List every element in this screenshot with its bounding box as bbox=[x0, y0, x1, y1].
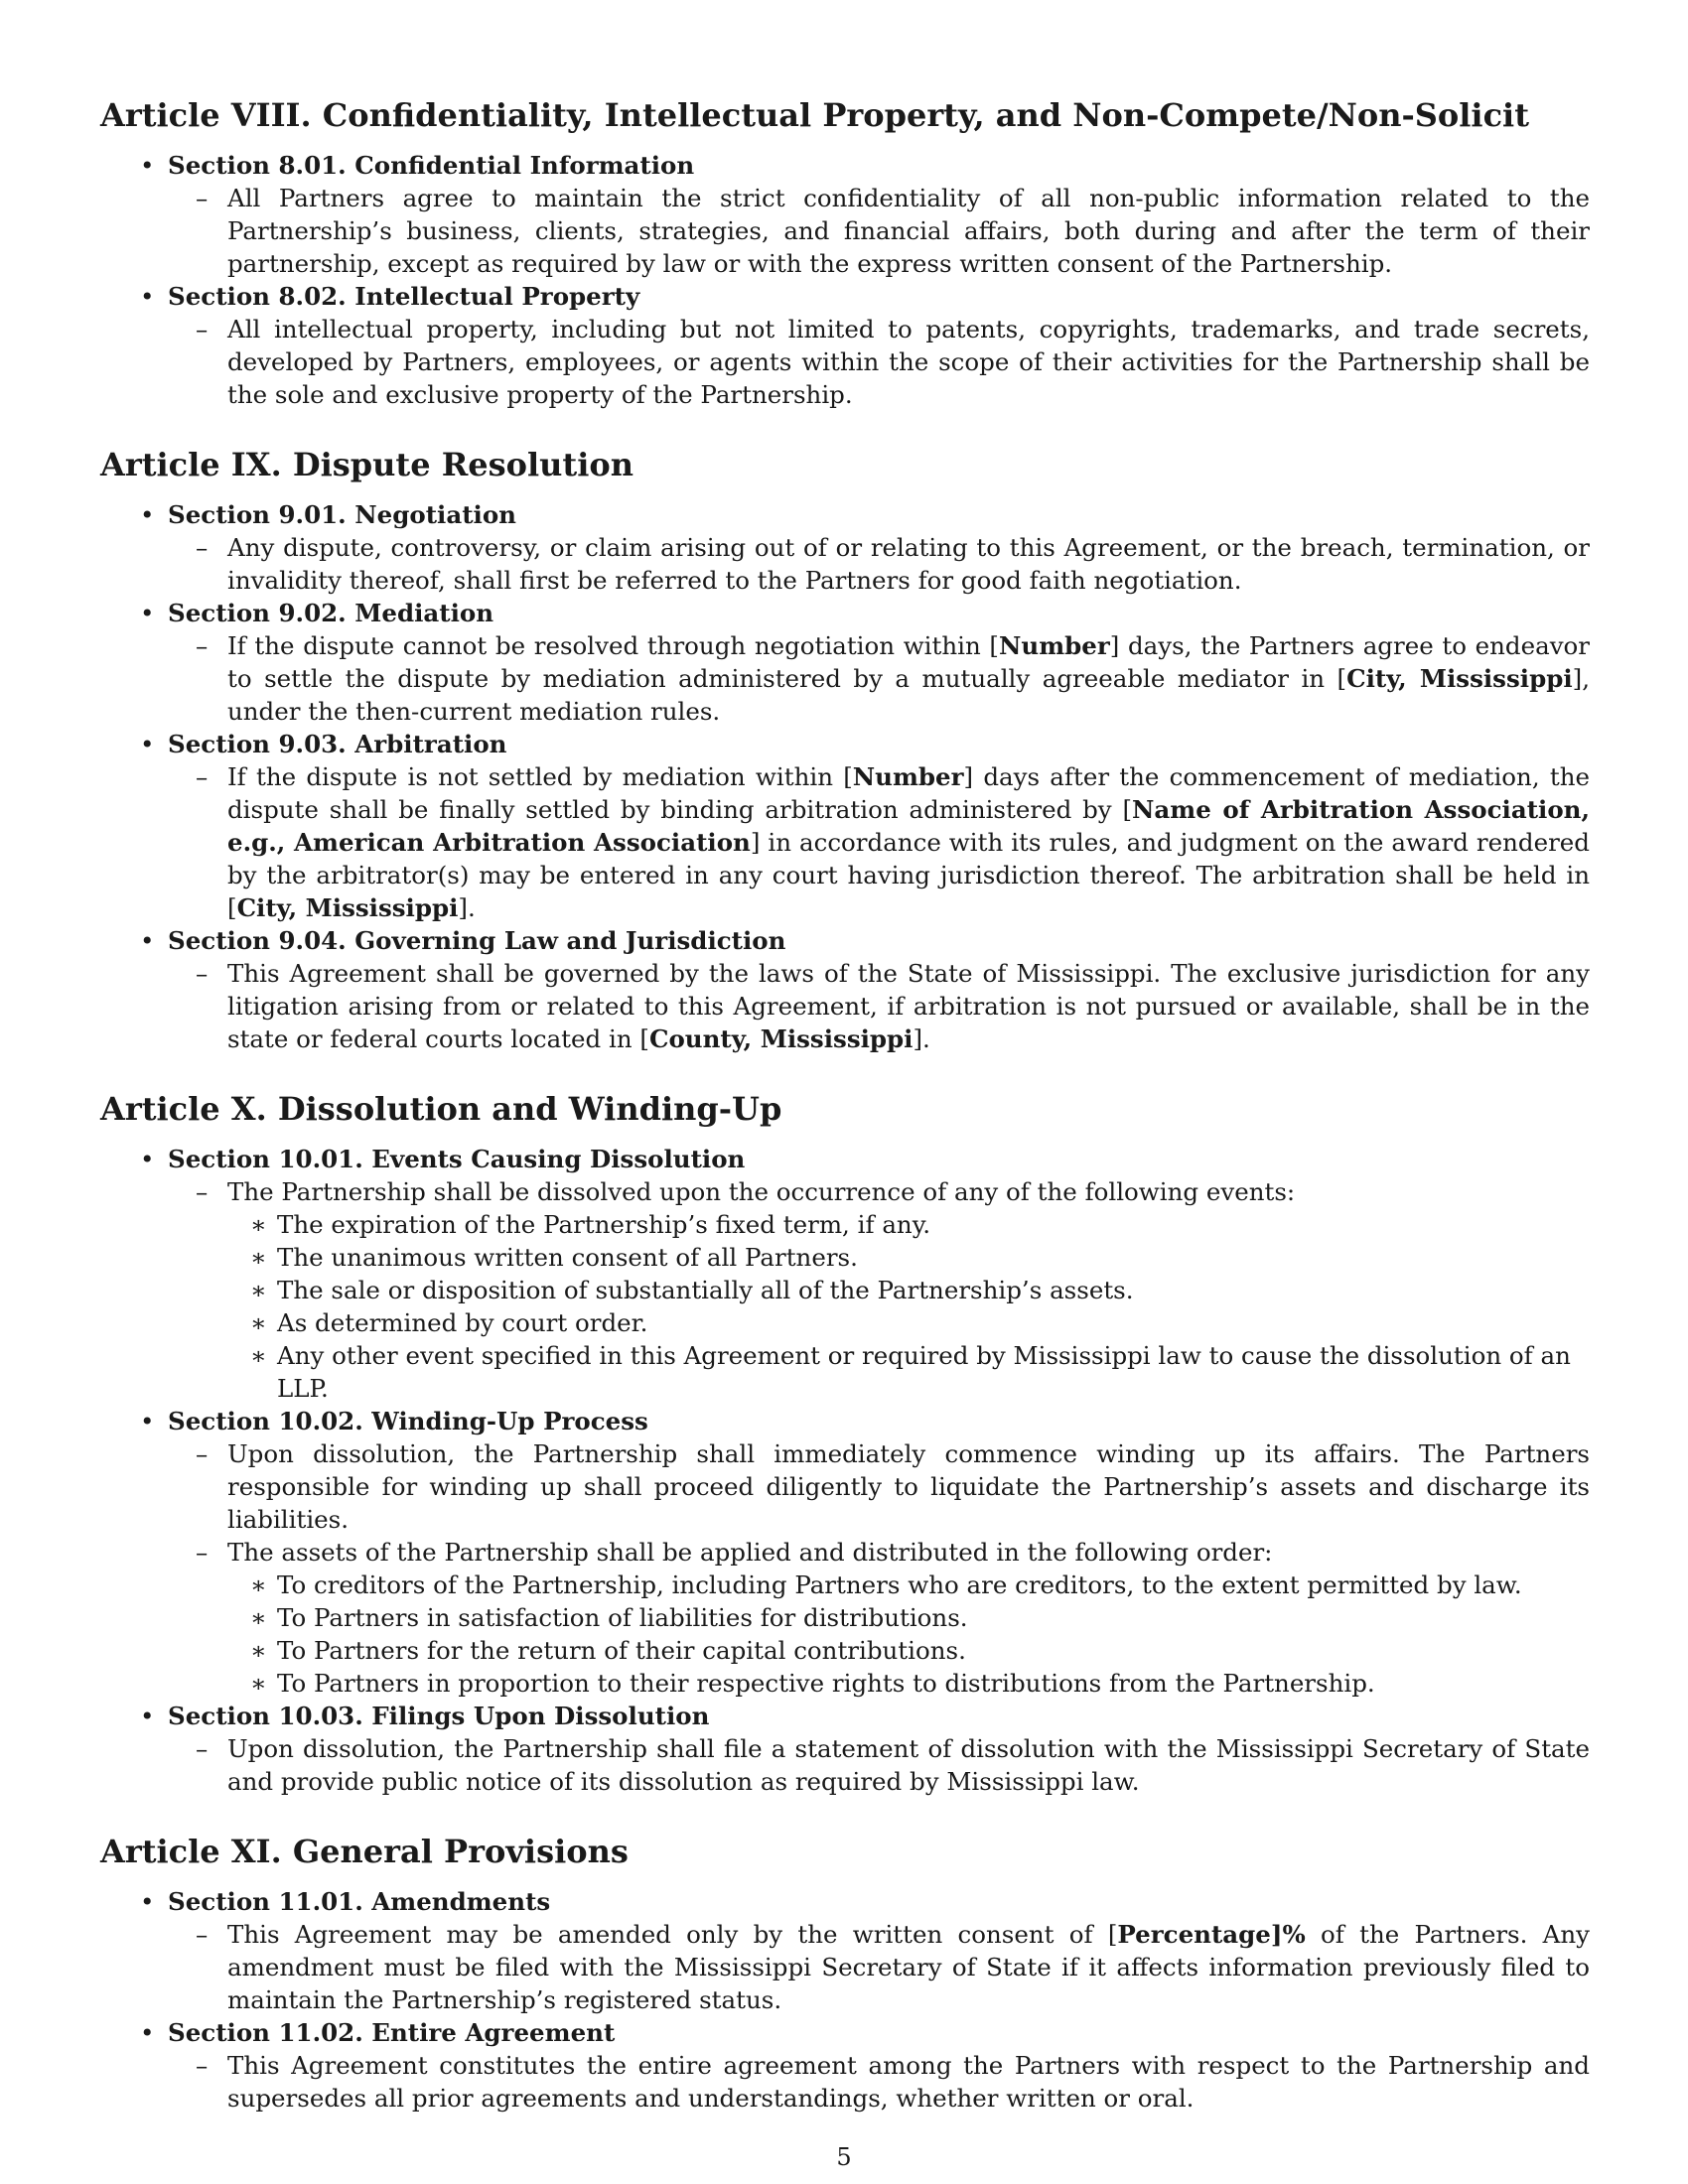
section-11-01 bbox=[168, 1885, 1590, 2016]
section-9-02 bbox=[168, 597, 1590, 728]
placeholder-percentage: Percentage]% bbox=[1117, 1920, 1306, 1949]
section-list bbox=[100, 498, 1590, 1055]
paragraph-list bbox=[168, 1437, 1590, 1700]
section-heading: • Section 10.03. Filings Upon Dissolution bbox=[168, 1700, 1590, 1732]
paragraph: – All intellectual property, including but not limited to patents, copyrights, trademarks, and trade secrets, developed by Partners, employees, or agents within the scope of their activities for the Partnership shall be the sole and exclusive property of the Partnership. bbox=[227, 313, 1590, 411]
paragraph-list bbox=[168, 531, 1590, 597]
list-item: ∗ The sale or disposition of substantially all of the Partnership’s assets. bbox=[277, 1274, 1590, 1306]
section-list bbox=[100, 149, 1590, 411]
list-item: ∗ To creditors of the Partnership, including Partners who are creditors, to the extent permitted by law. bbox=[277, 1569, 1590, 1601]
paragraph bbox=[227, 1175, 1590, 1405]
placeholder-number: Number bbox=[852, 762, 964, 791]
article-xi bbox=[100, 1832, 1590, 2115]
text-run: ] in accordance with its rules, and judgment on the award rendered by the arbitrator(s) may be entered in any court having jurisdiction thereof. The arbitration shall be held in [ bbox=[227, 828, 1590, 922]
section-heading: • Section 8.01. Confidential Information bbox=[168, 149, 1590, 182]
list-item: ∗ To Partners for the return of their capital contributions. bbox=[277, 1634, 1590, 1667]
list-item: ∗ The expiration of the Partnership’s fixed term, if any. bbox=[277, 1208, 1590, 1241]
article-viii bbox=[100, 95, 1590, 411]
paragraph-list bbox=[168, 182, 1590, 280]
placeholder-city: City, Mississippi bbox=[236, 893, 459, 922]
text-run: ] days after the commencement of mediation, the dispute shall be finally settled by binding arbitration administered by [ bbox=[227, 762, 1590, 824]
paragraph-list bbox=[168, 2049, 1590, 2115]
paragraph bbox=[227, 760, 1590, 924]
section-10-02 bbox=[168, 1405, 1590, 1700]
paragraph bbox=[227, 1918, 1590, 2016]
list-item: ∗ The unanimous written consent of all Partners. bbox=[277, 1241, 1590, 1274]
section-heading: • Section 9.02. Mediation bbox=[168, 597, 1590, 629]
section-list bbox=[100, 1143, 1590, 1798]
section-heading: • Section 8.02. Intellectual Property bbox=[168, 280, 1590, 313]
text-run: ]. bbox=[458, 893, 476, 922]
section-list bbox=[100, 1885, 1590, 2115]
section-11-02 bbox=[168, 2016, 1590, 2115]
article-title: Article VIII. Confidentiality, Intellectual Property, and Non-Compete/Non-Solicit bbox=[100, 96, 1529, 134]
paragraph-list bbox=[168, 313, 1590, 411]
placeholder-city: City, Mississippi bbox=[1346, 664, 1573, 693]
text-run: If the dispute is not settled by mediation within [ bbox=[227, 762, 853, 791]
paragraph-list bbox=[168, 760, 1590, 924]
text-run: The Partnership shall be dissolved upon the occurrence of any of the following events: bbox=[227, 1177, 1296, 1206]
paragraph bbox=[227, 957, 1590, 1055]
text-run: This Agreement may be amended only by the written consent of [ bbox=[227, 1920, 1118, 1949]
section-heading: • Section 9.01. Negotiation bbox=[168, 498, 1590, 531]
section-heading: • Section 10.02. Winding-Up Process bbox=[168, 1405, 1590, 1437]
article-title: Article X. Dissolution and Winding-Up bbox=[100, 1090, 782, 1128]
paragraph-list bbox=[168, 1918, 1590, 2016]
article-title: Article XI. General Provisions bbox=[100, 1833, 629, 1870]
sub-item-list bbox=[227, 1208, 1590, 1405]
section-heading: • Section 11.01. Amendments bbox=[168, 1885, 1590, 1918]
text-run: The assets of the Partnership shall be applied and distributed in the following order: bbox=[227, 1538, 1273, 1567]
paragraph bbox=[227, 1536, 1590, 1700]
paragraph-list bbox=[168, 629, 1590, 728]
text-run: This Agreement shall be governed by the laws of the State of Mississippi. The exclusive jurisdiction for any litigation arising from or related to this Agreement, if arbitration is not pursued or available, shall be in the state or federal courts located in [ bbox=[227, 959, 1590, 1053]
paragraph: – Any dispute, controversy, or claim arising out of or relating to this Agreement, or the breach, termination, or invalidity thereof, shall first be referred to the Partners for good faith negotiation. bbox=[227, 531, 1590, 597]
article-x bbox=[100, 1089, 1590, 1798]
paragraph-list bbox=[168, 957, 1590, 1055]
section-8-02 bbox=[168, 280, 1590, 411]
section-10-01 bbox=[168, 1143, 1590, 1405]
list-item: ∗ To Partners in satisfaction of liabilities for distributions. bbox=[277, 1601, 1590, 1634]
paragraph bbox=[227, 629, 1590, 728]
text-run: ] days, the Partners agree to endeavor to settle the dispute by mediation administered by a mutually agreeable mediator in [ bbox=[227, 631, 1591, 693]
list-item: ∗ As determined by court order. bbox=[277, 1306, 1590, 1339]
page-number: 5 bbox=[836, 2143, 852, 2171]
document-page bbox=[100, 95, 1590, 2115]
text-run: ], under the then-current mediation rules. bbox=[227, 664, 1590, 726]
article-ix bbox=[100, 445, 1590, 1055]
text-run: If the dispute cannot be resolved through negotiation within [ bbox=[227, 631, 999, 660]
paragraph: – Upon dissolution, the Partnership shall file a statement of dissolution with the Mississippi Secretary of State and provide public notice of its dissolution as required by Mississippi law. bbox=[227, 1732, 1590, 1798]
paragraph: – All Partners agree to maintain the strict confidentiality of all non-public information related to the Partnership’s business, clients, strategies, and financial affairs, both during and after the term of their partnership, except as required by law or with the express written consent of the Partnership. bbox=[227, 182, 1590, 280]
text-run: ]. bbox=[913, 1024, 930, 1053]
section-9-04 bbox=[168, 924, 1590, 1055]
article-title: Article IX. Dispute Resolution bbox=[100, 446, 633, 483]
section-heading: • Section 10.01. Events Causing Dissolution bbox=[168, 1143, 1590, 1175]
list-item: ∗ To Partners in proportion to their respective rights to distributions from the Partnership. bbox=[277, 1667, 1590, 1700]
sub-item-list bbox=[227, 1569, 1590, 1700]
section-9-01 bbox=[168, 498, 1590, 597]
placeholder-number: Number bbox=[998, 631, 1110, 660]
paragraph: – This Agreement constitutes the entire agreement among the Partners with respect to the Partnership and supersedes all prior agreements and understandings, whether written or oral. bbox=[227, 2049, 1590, 2115]
section-heading: • Section 9.03. Arbitration bbox=[168, 728, 1590, 760]
list-item: ∗ Any other event specified in this Agreement or required by Mississippi law to cause the dissolution of an LLP. bbox=[277, 1339, 1590, 1405]
paragraph: – Upon dissolution, the Partnership shall immediately commence winding up its affairs. The Partners responsible for winding up shall proceed diligently to liquidate the Partnership’s assets and discharge its liabilities. bbox=[227, 1437, 1590, 1536]
paragraph-list bbox=[168, 1732, 1590, 1798]
text-run: of the Partners. Any amendment must be filed with the Mississippi Secretary of State if it affects information previously filed to maintain the Partnership’s registered status. bbox=[227, 1920, 1590, 2014]
section-10-03 bbox=[168, 1700, 1590, 1798]
section-9-03 bbox=[168, 728, 1590, 924]
placeholder-county: County, Mississippi bbox=[648, 1024, 914, 1053]
section-8-01 bbox=[168, 149, 1590, 280]
placeholder-arbitration-association: Name of Arbitration Association, e.g., American Arbitration Association bbox=[227, 795, 1590, 857]
section-heading: • Section 9.04. Governing Law and Jurisdiction bbox=[168, 924, 1590, 957]
section-heading: • Section 11.02. Entire Agreement bbox=[168, 2016, 1590, 2049]
paragraph-list bbox=[168, 1175, 1590, 1405]
